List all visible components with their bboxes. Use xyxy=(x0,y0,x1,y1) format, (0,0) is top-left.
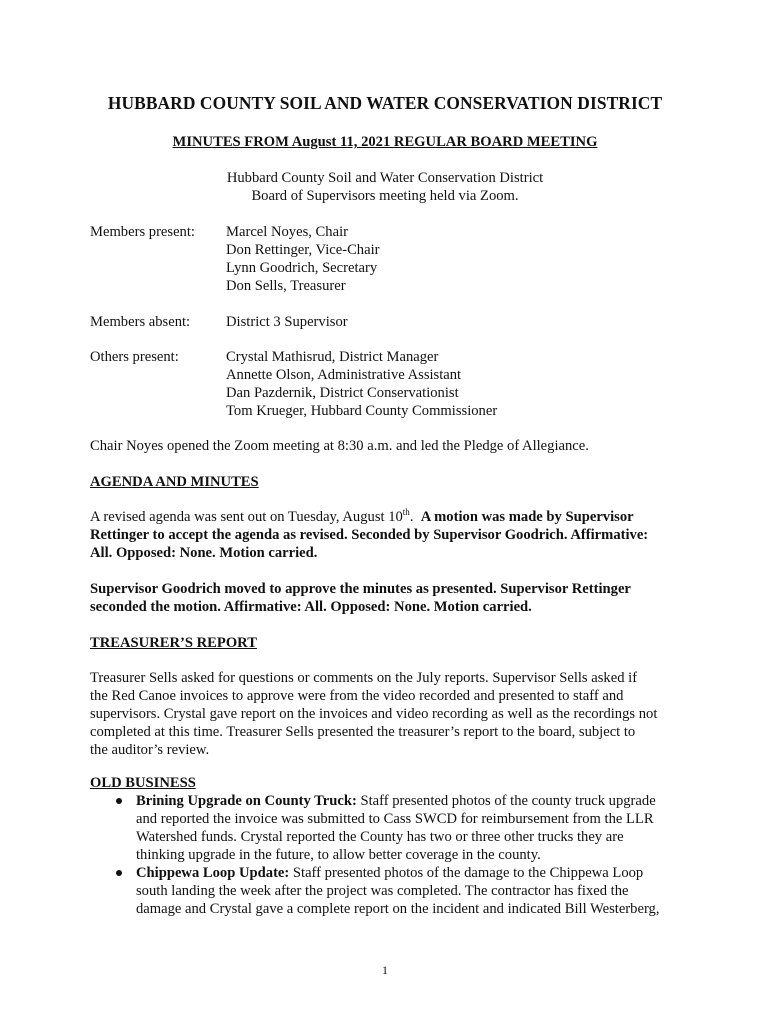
treasurer-line: the Red Canoe invoices to approve were from the video recorded and presented to staff and xyxy=(90,688,624,704)
list-item-line: and reported the invoice was submitted to Cass SWCD for reimbursement from the LLR xyxy=(136,811,654,827)
members-present-list xyxy=(226,223,380,295)
bullet-icon xyxy=(116,870,122,876)
agenda-paragraph xyxy=(90,508,690,562)
list-item-line xyxy=(136,792,690,810)
other-name: Crystal Mathisrud, District Manager xyxy=(226,349,439,365)
agenda-text: . xyxy=(409,509,414,525)
list-item-title: Brining Upgrade on County Truck: xyxy=(136,793,357,809)
members-absent-label: Members absent: xyxy=(90,314,191,330)
opening-paragraph: Chair Noyes opened the Zoom meeting at 8:30 a.m. and led the Pledge of Allegiance. xyxy=(90,438,589,454)
agenda-line xyxy=(90,508,690,526)
treasurer-line: the auditor’s review. xyxy=(90,742,210,758)
motion-line: All. Opposed: None. Motion carried. xyxy=(90,545,318,561)
list-item-text: Staff presented photos of the county truck upgrade xyxy=(356,793,656,809)
treasurer-line: completed at this time. Treasurer Sells presented the treasurer’s report to the board, subject to xyxy=(90,724,636,740)
motion-line: seconded the motion. Affirmative: All. Opposed: None. Motion carried. xyxy=(90,599,532,615)
motion-text: A motion was made by Supervisor xyxy=(420,509,634,525)
agenda-text: A revised agenda was sent out on Tuesday, August 10 xyxy=(90,509,403,525)
list-item-line: Watershed funds. Crystal reported the County has two or three other trucks they are xyxy=(136,829,624,845)
list-item-text: Staff presented photos of the damage to the Chippewa Loop xyxy=(289,865,644,881)
agenda-heading: AGENDA AND MINUTES xyxy=(90,474,259,490)
treasurer-heading: TREASURER’S REPORT xyxy=(90,635,257,651)
list-item xyxy=(90,792,690,864)
other-name: Tom Krueger, Hubbard County Commissioner xyxy=(226,403,498,419)
other-name: Dan Pazdernik, District Conservationist xyxy=(226,385,459,401)
list-item xyxy=(90,864,690,918)
other-name: Annette Olson, Administrative Assistant xyxy=(226,367,462,383)
ordinal-suffix: th xyxy=(402,507,410,518)
bullet-icon xyxy=(116,798,122,804)
motion-line: Rettinger to accept the agenda as revised. Seconded by Supervisor Goodrich. Affirmative: xyxy=(90,527,649,543)
members-absent-list xyxy=(226,313,348,331)
list-item-line: thinking upgrade in the future, to allow better coverage in the county. xyxy=(136,847,541,863)
document-title: HUBBARD COUNTY SOIL AND WATER CONSERVATION DISTRICT xyxy=(107,93,663,113)
list-item-line: south landing the week after the project was completed. The contractor has fixed the xyxy=(136,883,629,899)
list-item-title: Chippewa Loop Update: xyxy=(136,865,290,881)
list-item-line xyxy=(136,864,690,882)
member-name: Marcel Noyes, Chair xyxy=(226,224,348,240)
others-present-list xyxy=(226,348,497,420)
old-business-list xyxy=(90,792,690,918)
treasurer-line: supervisors. Crystal gave report on the invoices and video recording as well as the recordings not xyxy=(90,706,658,722)
intro-line: Board of Supervisors meeting held via Zoom. xyxy=(251,188,519,204)
meeting-subtitle: MINUTES FROM August 11, 2021 REGULAR BOARD MEETING xyxy=(172,134,598,150)
member-name: Don Sells, Treasurer xyxy=(226,278,346,294)
member-name: Lynn Goodrich, Secretary xyxy=(226,260,378,276)
treasurer-paragraph xyxy=(90,669,690,759)
intro-line: Hubbard County Soil and Water Conservation District xyxy=(226,170,544,186)
member-name: District 3 Supervisor xyxy=(226,314,348,330)
members-present-label: Members present: xyxy=(90,224,195,240)
others-present-label: Others present: xyxy=(90,349,179,365)
page-number: 1 xyxy=(382,963,388,977)
member-name: Don Rettinger, Vice-Chair xyxy=(226,242,380,258)
list-item-line: damage and Crystal gave a complete report on the incident and indicated Bill Westerberg, xyxy=(136,901,660,917)
minutes-motion-paragraph xyxy=(90,580,690,616)
old-business-heading: OLD BUSINESS xyxy=(90,775,196,791)
motion-line: Supervisor Goodrich moved to approve the minutes as presented. Supervisor Rettinger xyxy=(90,581,631,597)
intro-block xyxy=(0,169,770,205)
treasurer-line: Treasurer Sells asked for questions or comments on the July reports. Supervisor Sells asked if xyxy=(90,670,638,686)
